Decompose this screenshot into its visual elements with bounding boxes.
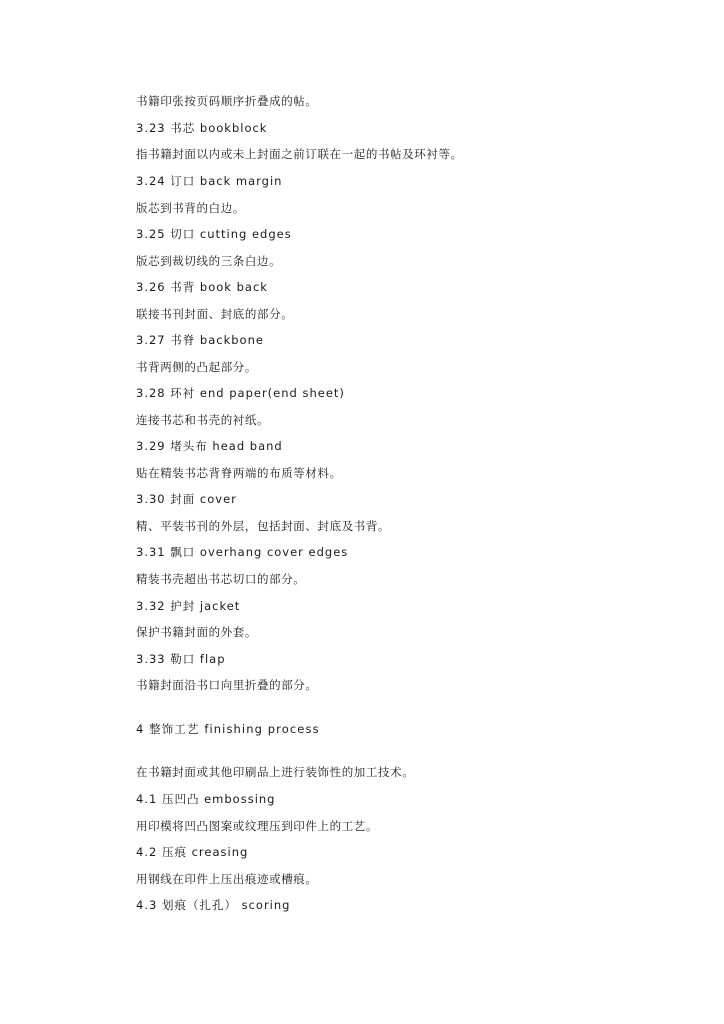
term-heading: 3.33 勒口 flap xyxy=(136,652,226,666)
definition-text: 保护书籍封面的外套。 xyxy=(136,625,257,639)
term-heading: 3.26 书背 book back xyxy=(136,280,268,294)
definition-text: 书背两侧的凸起部分。 xyxy=(136,360,257,374)
term-heading: 3.27 书脊 backbone xyxy=(136,333,264,347)
definition-text: 联接书刊封面、封底的部分。 xyxy=(136,307,294,321)
term-heading: 3.25 切口 cutting edges xyxy=(136,227,292,241)
definition-text: 在书籍封面或其他印刷品上进行装饰性的加工技术。 xyxy=(136,765,415,779)
term-heading: 4.1 压凹凸 embossing xyxy=(136,792,276,806)
term-heading: 3.23 书芯 bookblock xyxy=(136,121,268,135)
term-heading: 4.3 划痕（扎孔） scoring xyxy=(136,898,291,912)
term-heading: 3.32 护封 jacket xyxy=(136,599,241,613)
definition-text: 版芯到裁切线的三条白边。 xyxy=(136,254,282,268)
term-heading: 4.2 压痕 creasing xyxy=(136,845,249,859)
section-heading: 4 整饰工艺 finishing process xyxy=(136,722,320,736)
definition-text: 连接书芯和书壳的衬纸。 xyxy=(136,413,270,427)
definition-text: 指书籍封面以内或未上封面之前订联在一起的书帖及环衬等。 xyxy=(136,147,463,161)
term-heading: 3.29 堵头布 head band xyxy=(136,439,283,453)
definition-text: 精、平装书刊的外层，包括封面、封底及书背。 xyxy=(136,519,391,533)
definition-text: 精装书壳超出书芯切口的部分。 xyxy=(136,572,306,586)
definition-text: 贴在精装书芯背脊两端的布质等材料。 xyxy=(136,466,342,480)
definition-text: 用印模将凹凸图案或纹理压到印件上的工艺。 xyxy=(136,819,378,833)
definition-text: 用钢线在印件上压出痕迹或槽痕。 xyxy=(136,872,318,886)
term-heading: 3.30 封面 cover xyxy=(136,492,237,506)
term-heading: 3.24 订口 back margin xyxy=(136,174,283,188)
term-heading: 3.31 飘口 overhang cover edges xyxy=(136,545,349,559)
term-heading: 3.28 环衬 end paper(end sheet) xyxy=(136,386,345,400)
definition-text: 书籍封面沿书口向里折叠的部分。 xyxy=(136,678,318,692)
definition-text: 版芯到书背的白边。 xyxy=(136,201,245,215)
definition-text: 书籍印张按页码顺序折叠成的帖。 xyxy=(136,94,318,108)
